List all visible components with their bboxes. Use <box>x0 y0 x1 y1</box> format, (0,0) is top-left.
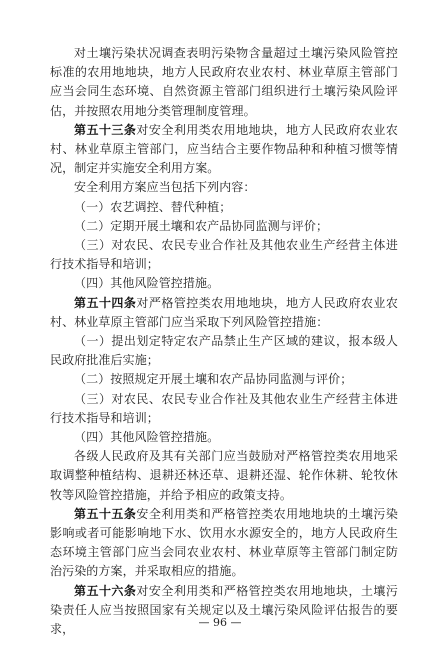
article-number: 第五十三条 <box>74 122 137 137</box>
article-number: 第五十六条 <box>74 583 137 598</box>
body-text <box>50 44 398 639</box>
article-53: 第五十三条对安全利用类农用地地块，地方人民政府农业农村、林业草原主管部门，应当结合主要作物品种和种植习惯等情况，制定并实施安全利用方案。 <box>50 122 398 176</box>
list-item: （一）农艺调控、替代种植； <box>74 199 232 214</box>
article-55: 第五十五条安全利用类和严格管控类农用地地块的土壤污染影响或者可能影响地下水、饮用水水源安全的，地方人民政府生态环境主管部门应当会同农业农村、林业草原等主管部门制定防治污染的方案，并采取相应的措施。 <box>50 506 398 579</box>
list-item: （二）定期开展土壤和农产品协同监测与评价； <box>74 218 329 233</box>
article-number: 第五十五条 <box>74 506 137 521</box>
page-number: — 96 — <box>198 616 242 629</box>
list-item: （四）其他风险管控措施。 <box>74 430 220 445</box>
article-number: 第五十四条 <box>74 295 137 310</box>
list-item: （四）其他风险管控措施。 <box>74 276 220 291</box>
list-item: （三）对农民、农民专业合作社及其他农业生产经营主体进行技术指导和培训； <box>50 391 398 425</box>
list-intro: 安全利用方案应当包括下列内容： <box>74 180 256 195</box>
list-item: （二）按照规定开展土壤和农产品协同监测与评价； <box>74 372 353 387</box>
list-item: （三）对农民、农民专业合作社及其他农业生产经营主体进行技术指导和培训； <box>50 238 398 272</box>
article-54: 第五十四条对严格管控类农用地地块，地方人民政府农业农村、林业草原主管部门应当采取下列风险管控措施： <box>50 295 398 329</box>
paragraph-policy-support: 各级人民政府及其有关部门应当鼓励对严格管控类农用地采取调整种植结构、退耕还林还草、退耕还湿、轮作休耕、轮牧休牧等风险管控措施，并给予相应的政策支持。 <box>50 449 398 502</box>
article-56: 第五十六条对安全利用类和严格管控类农用地地块，土壤污染责任人应当按照国家有关规定以及土壤污染风险评估报告的要求， <box>50 583 398 637</box>
list-item: （一）提出划定特定农产品禁止生产区域的建议，报本级人民政府批准后实施； <box>50 334 398 368</box>
paragraph-risk-assessment: 对土壤污染状况调查表明污染物含量超过土壤污染风险管控标准的农用地地块，地方人民政府农业农村、林业草原主管部门应当会同生态环境、自然资源主管部门组织进行土壤污染风险评估，并按照农用地分类管理制度管理。 <box>50 46 398 118</box>
